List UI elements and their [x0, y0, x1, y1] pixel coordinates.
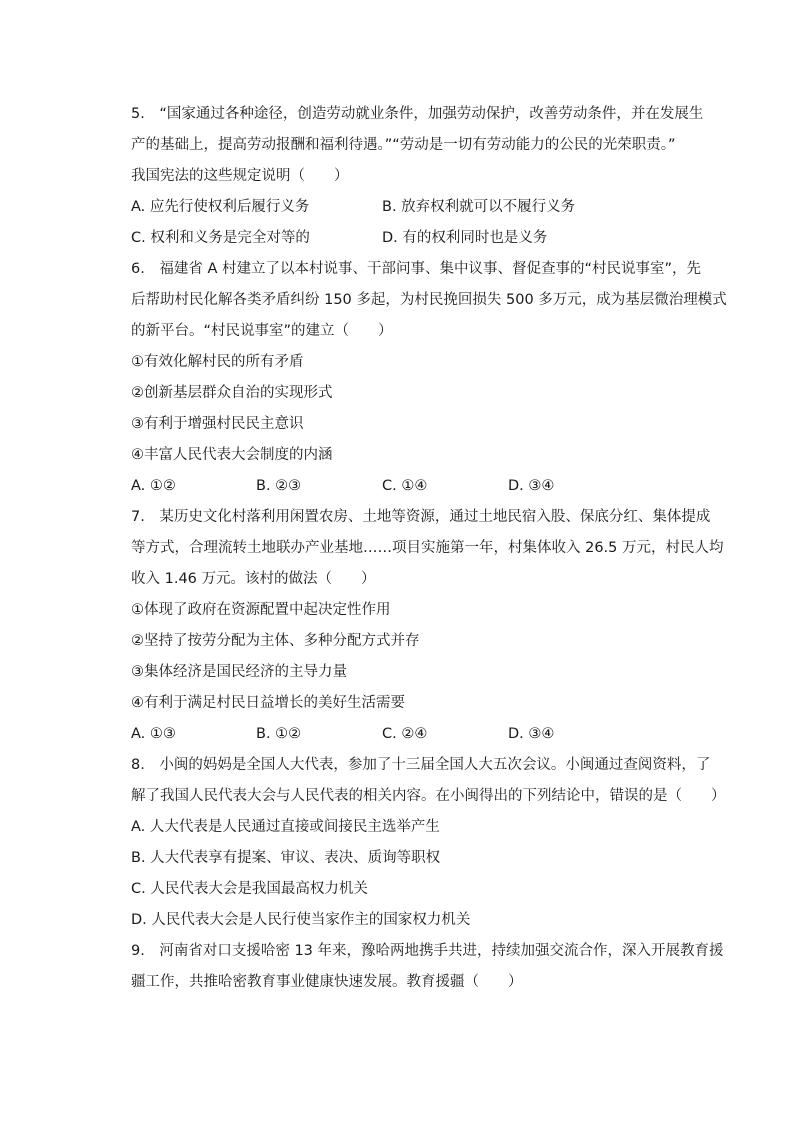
q7-stem-line-3: 收入 1.46 万元。该村的做法（ ）	[131, 571, 376, 587]
q5-stem-line-1: 5. “国家通过各种途径，创造劳动就业条件，加强劳动保护，改善劳动条件，并在发展生	[131, 106, 704, 122]
q7-option-c: C. ②④	[382, 726, 428, 742]
q7-stem-line-2: 等方式，合理流转土地联办产业基地……项目实施第一年，村集体收入 26.5 万元，村民人均	[131, 540, 724, 556]
q6-stem-line-1: 6. 福建省 A 村建立了以本村说事、干部问事、集中议事、督促查事的“村民说事室”，先	[131, 261, 701, 277]
q8-option-a: A. 人大代表是人民通过直接或间接民主选举产生	[131, 819, 440, 835]
q6-item-2: ②创新基层群众自治的实现形式	[131, 385, 333, 401]
q6-option-c: C. ①④	[382, 478, 428, 494]
q6-stem-line-2: 后帮助村民化解各类矛盾纠纷 150 多起，为村民挽回损失 500 多万元，成为基层微治理模式	[131, 292, 727, 308]
q5-stem-line-2: 产的基础上，提高劳动报酬和福利待遇。”“劳动是一切有劳动能力的公民的光荣职责。”	[131, 137, 676, 153]
q9-stem-line-2: 疆工作，共推哈密教育事业健康快速发展。教育援疆（ ）	[131, 974, 523, 990]
q6-option-a: A. ①②	[131, 478, 176, 494]
q5-option-a: A. 应先行使权利后履行义务	[131, 199, 310, 215]
q8-option-c: C. 人民代表大会是我国最高权力机关	[131, 881, 368, 897]
q7-option-d: D. ③④	[508, 726, 555, 742]
q6-item-1: ①有效化解村民的所有矛盾	[131, 354, 304, 370]
q7-item-3: ③集体经济是国民经济的主导力量	[131, 664, 347, 680]
q5-option-c: C. 权利和义务是完全对等的	[131, 230, 310, 246]
q9-stem-line-1: 9. 河南省对口支援哈密 13 年来，豫哈两地携手共进，持续加强交流合作，深入开展教育援	[131, 943, 724, 959]
q8-option-b: B. 人大代表享有提案、审议、表决、质询等职权	[131, 850, 441, 866]
q5-option-d: D. 有的权利同时也是义务	[382, 230, 548, 246]
q8-stem-line-1: 8. 小闽的妈妈是全国人大代表，参加了十三届全国人大五次会议。小闽通过查阅资料，了	[131, 757, 711, 773]
q8-option-d: D. 人民代表大会是人民行使当家作主的国家权力机关	[131, 912, 471, 928]
q7-item-4: ④有利于满足村民日益增长的美好生活需要	[131, 695, 405, 711]
q6-item-4: ④丰富人民代表大会制度的内涵	[131, 447, 333, 463]
q6-option-d: D. ③④	[508, 478, 555, 494]
q7-item-1: ①体现了政府在资源配置中起决定性作用	[131, 602, 391, 618]
q7-option-b: B. ①②	[256, 726, 302, 742]
q7-stem-line-1: 7. 某历史文化村落利用闲置农房、土地等资源，通过土地民宿入股、保底分红、集体提成	[131, 509, 711, 525]
q7-item-2: ②坚持了按劳分配为主体、多种分配方式并存	[131, 633, 420, 649]
q5-stem-line-3: 我国宪法的这些规定说明（ ）	[131, 168, 349, 184]
q8-stem-line-2: 解了我国人民代表大会与人民代表的相关内容。在小闽得出的下列结论中，错误的是（ ）	[131, 788, 726, 804]
q6-item-3: ③有利于增强村民民主意识	[131, 416, 304, 432]
q5-option-b: B. 放弃权利就可以不履行义务	[382, 199, 576, 215]
q7-option-a: A. ①③	[131, 726, 176, 742]
q6-stem-line-3: 的新平台。“村民说事室”的建立（ ）	[131, 323, 393, 339]
q6-option-b: B. ②③	[256, 478, 302, 494]
